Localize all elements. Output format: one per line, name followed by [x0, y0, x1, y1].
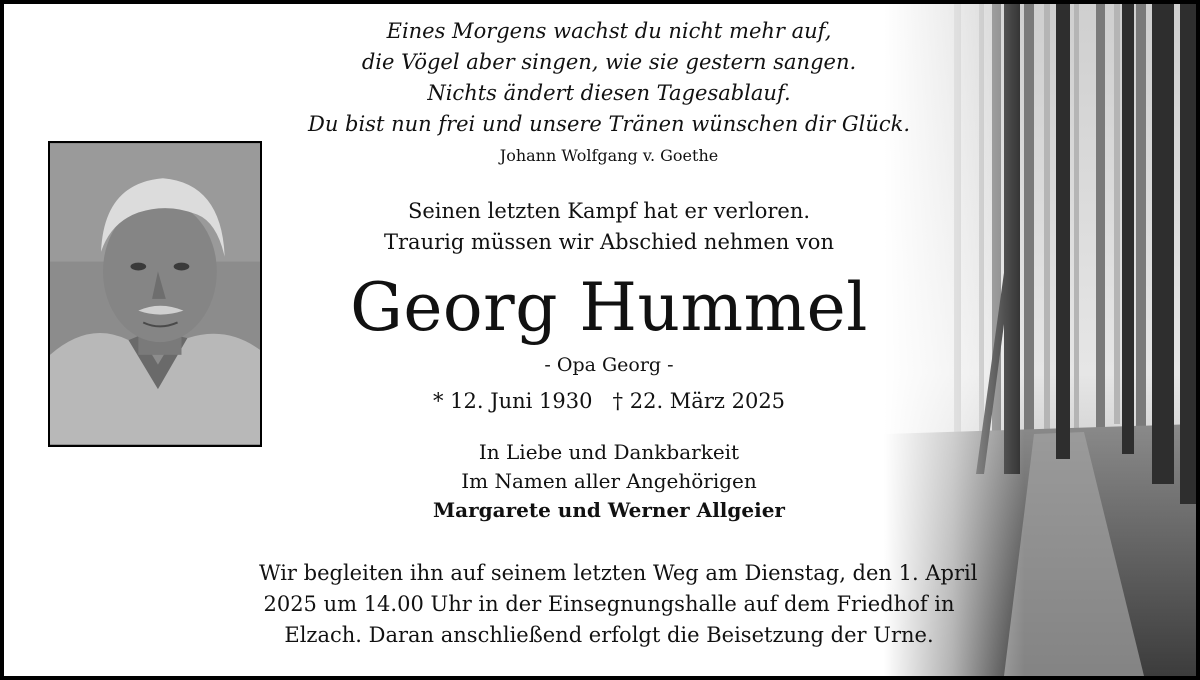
intro-text — [259, 196, 959, 258]
obituary-notice — [4, 4, 1196, 676]
poem — [259, 16, 959, 140]
portrait-photo — [48, 141, 262, 447]
deceased-name: Georg Hummel — [350, 269, 868, 346]
deceased-nickname: - Opa Georg - — [544, 354, 674, 376]
family-line: In Liebe und Dankbarkeit — [478, 440, 740, 464]
funeral-line: 2025 um 14.00 Uhr in der Einsegnungshalle auf dem Friedhof in — [263, 592, 955, 616]
intro-line: Seinen letzten Kampf hat er verloren. — [407, 199, 811, 223]
family-line: Im Namen aller Angehörigen — [461, 469, 757, 493]
poem-author: Johann Wolfgang v. Goethe — [499, 146, 719, 165]
poem-line: die Vögel aber singen, wie sie gestern sangen. — [361, 50, 857, 74]
family-block — [259, 438, 959, 525]
life-dates — [259, 385, 959, 417]
funeral-line: Wir begleiten ihn auf seinem letzten Weg am Dienstag, den 1. April — [259, 561, 978, 585]
funeral-info — [259, 558, 978, 651]
poem-line: Eines Morgens wachst du nicht mehr auf, — [386, 19, 832, 43]
poem-line: Nichts ändert diesen Tagesablauf. — [427, 81, 791, 105]
intro-line: Traurig müssen wir Abschied nehmen von — [384, 230, 834, 254]
death-date: † 22. März 2025 — [612, 389, 786, 413]
family-names: Margarete und Werner Allgeier — [433, 498, 785, 522]
poem-line: Du bist nun frei und unsere Tränen wünschen dir Glück. — [307, 112, 911, 136]
birth-date: * 12. Juni 1930 — [432, 389, 593, 413]
funeral-line: Elzach. Daran anschließend erfolgt die Beisetzung der Urne. — [284, 623, 934, 647]
